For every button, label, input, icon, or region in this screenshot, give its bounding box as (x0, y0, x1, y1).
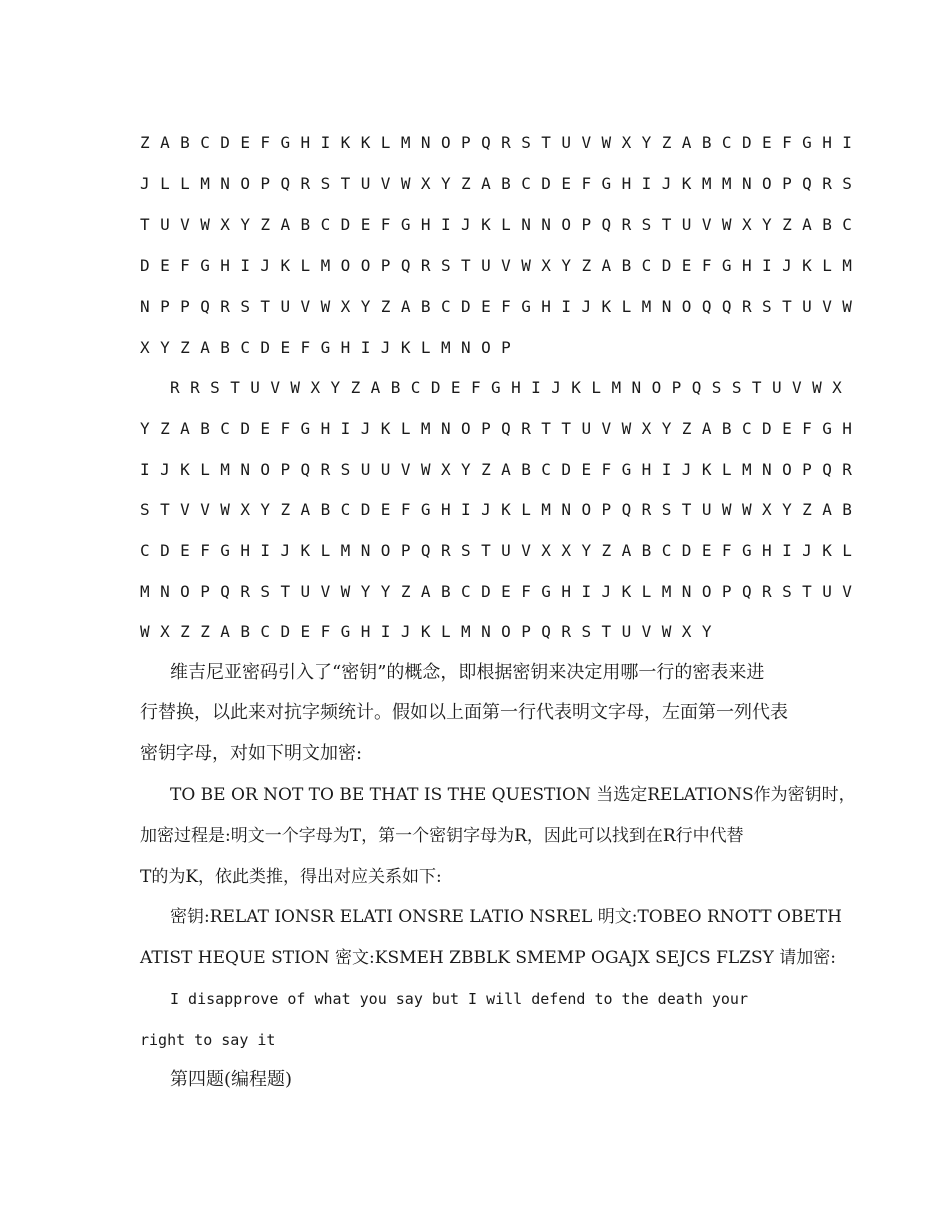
table-row-9: I J K L M N O P Q R S U U V W X Y Z A B C D E F G H I J K L M N O P Q R (140, 460, 853, 479)
table-row-2: J L L M N O P Q R S T U V W X Y Z A B C D E F G H I J K M M N O P Q R S (140, 174, 853, 193)
table-row-10: S T V V W X Y Z A B C D E F G H I J K L M N O P Q R S T U W W X Y Z A B (140, 500, 853, 519)
para2-line2: 加密过程是:明文一个字母为T，第一个密钥字母为R，因此可以找到在R行中代替 (140, 826, 744, 846)
para4-line2: right to say it (140, 1031, 276, 1049)
para4-line1: I disapprove of what you say but I will defend to the death your (170, 990, 748, 1008)
para2-line3: T的为K，依此类推，得出对应关系如下: (140, 867, 442, 887)
table-row-3: T U V W X Y Z A B C D E F G H I J K L N N O P Q R S T U V W X Y Z A B C (140, 215, 853, 234)
table-row-11: C D E F G H I J K L M N O P Q R S T U V X X Y Z A B C D E F G H I J K L (140, 541, 853, 560)
section-heading: 第四题(编程题) (170, 1069, 293, 1090)
table-row-5: N P P Q R S T U V W X Y Z A B C D E F G H I J K L M N O Q Q R S T U V W (140, 297, 853, 316)
table-row-6: X Y Z A B C D E F G H I J K L M N O P (140, 338, 512, 357)
para3-line2: ATIST HEQUE STION 密文:KSMEH ZBBLK SMEMP OGAJX SEJCS FLZSY 请加密: (140, 948, 836, 968)
table-row-8: Y Z A B C D E F G H I J K L M N O P Q R T T U V W X Y Z A B C D E F G H (140, 419, 853, 438)
para3-line1: 密钥:RELAT IONSR ELATI ONSRE LATIO NSREL 明文:TOBEO RNOTT OBETH (170, 907, 842, 927)
table-row-7: R R S T U V W X Y Z A B C D E F G H I J K L M N O P Q S S T U V W X (170, 378, 843, 397)
table-row-4: D E F G H I J K L M O O P Q R S T U V W X Y Z A B C D E F G H I J K L M (140, 256, 853, 275)
table-row-1: Z A B C D E F G H I K K L M N O P Q R S T U V W X Y Z A B C D E F G H I (140, 133, 853, 152)
table-row-12: M N O P Q R S T U V W Y Y Z A B C D E F G H I J K L M N O P Q R S T U V (140, 582, 853, 601)
para1-line1: 维吉尼亚密码引入了“密钥”的概念，即根据密钥来决定用哪一行的密表来进 (170, 662, 765, 683)
table-row-13: W X Z Z A B C D E F G H I J K L M N O P Q R S T U V W X Y (140, 622, 712, 641)
para2-line1: TO BE OR NOT TO BE THAT IS THE QUESTION 当选定RELATIONS作为密钥时， (170, 785, 856, 805)
para1-line2: 行替换，以此来对抗字频统计。假如以上面第一行代表明文字母，左面第一列代表 (140, 702, 788, 723)
para1-line3: 密钥字母，对如下明文加密: (140, 743, 363, 764)
